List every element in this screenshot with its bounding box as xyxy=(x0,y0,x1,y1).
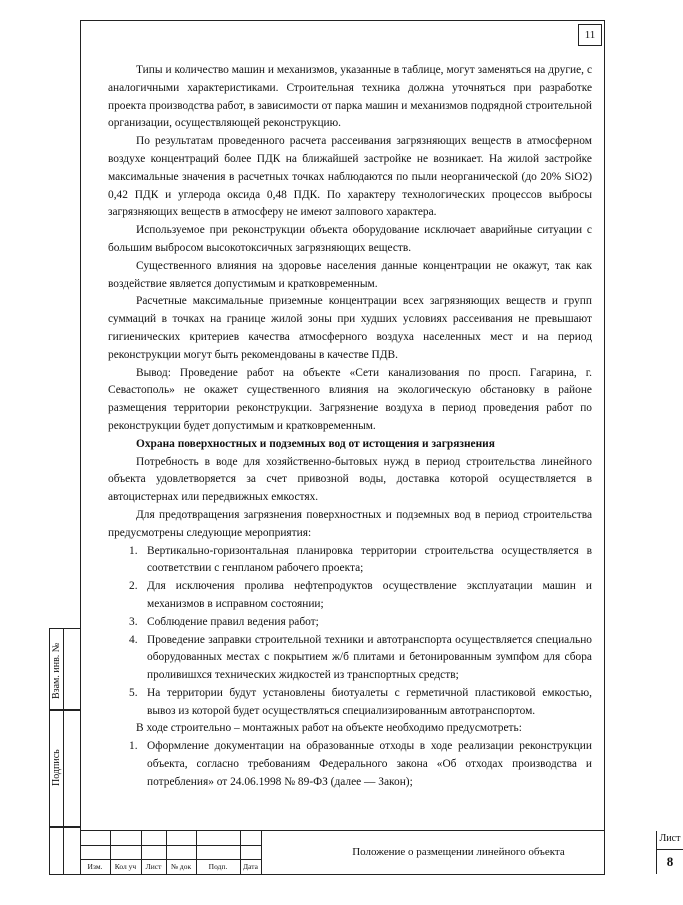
margin-strip-inv xyxy=(49,827,80,875)
title-block xyxy=(80,830,681,875)
list-item-text: На территории будут установлены биотуалеты с герметичной пластиковой емкостью, вывоз из которой будет осуществляться специализированным автотранспортом. xyxy=(147,686,592,717)
list-item-number: 3. xyxy=(129,615,138,628)
paragraph: В ходе строительно – монтажных работ на объекте необходимо предусмотреть: xyxy=(136,722,522,735)
list-item-number: 5. xyxy=(129,686,138,699)
list-item-text: Вертикально-горизонтальная планировка территории строительства осуществляется в соответствии с генпланом рабочего проекта; xyxy=(147,544,592,575)
title-block-row-line xyxy=(656,849,683,850)
requirements-list xyxy=(108,738,592,791)
page-number-box: 11 xyxy=(578,24,602,46)
list-item-text: Соблюдение правил ведения работ; xyxy=(147,615,319,628)
list-item-number: 2. xyxy=(129,580,138,593)
list-item xyxy=(108,578,592,614)
paragraph: Для предотвращения загрязнения поверхностных и подземных вод в период строительства предусмотрены следующие мероприятия: xyxy=(108,508,592,539)
list-item-number: 1. xyxy=(129,544,138,557)
measures-list xyxy=(108,543,592,721)
list-item xyxy=(108,543,592,579)
section-heading: Охрана поверхностных и подземных вод от истощения и загрязнения xyxy=(136,437,495,450)
list-item xyxy=(108,632,592,685)
margin-label-vzam: Взам. инв. № xyxy=(51,642,62,699)
paragraph: Потребность в воде для хозяйственно-бытовых нужд в период строительства линейного объекта удовлетворяется за счет привозной воды, доставка которой осуществляется в автоцистернах или передвижных емкостях. xyxy=(108,455,592,504)
list-item xyxy=(108,614,592,632)
list-item xyxy=(108,738,592,791)
margin-strip-vzam xyxy=(49,628,80,710)
title-block-header: № док xyxy=(170,862,192,871)
list-item-number: 1. xyxy=(129,740,138,753)
document-title: Положение о размещении линейного объекта xyxy=(352,846,565,858)
title-block-header: Дата xyxy=(243,862,258,871)
paragraph: Используемое при реконструкции объекта оборудование исключает аварийные ситуации с большим выбросом высокотоксичных загрязняющих веществ. xyxy=(108,224,592,254)
title-block-header: Кол уч xyxy=(114,862,137,871)
list-item-number: 4. xyxy=(129,633,138,646)
paragraph: Вывод: Проведение работ на объекте «Сети канализования по просп. Гагарина, г. Севастополь» не окажет существенного влияния на экологическую обстановку в районе размещения территории реконструкции. Загрязнение воздуха в период проведения работ по реконструкции будет допустимым и кратковременным. xyxy=(108,366,592,432)
title-block-header: Подп. xyxy=(208,862,228,871)
title-block-revision-table xyxy=(80,831,261,874)
margin-label-podpis: Подпись xyxy=(51,749,62,786)
title-block-row-line xyxy=(80,845,261,846)
list-item-text: Проведение заправки строительной техники и автотранспорта осуществляется специально оборудованных местах с покрытием ж/б плитами и бетонированным зумпфом для сбора проливишхся технических жидкостей из транспортных средств; xyxy=(147,633,592,682)
margin-strip-inv-cell xyxy=(50,828,64,874)
paragraph: Расчетные максимальные приземные концентрации всех загрязняющих веществ и групп суммаций в точках на границе жилой зоны при худших условиях рассеивания не превышают гигиенических критериев качества атмосферного воздуха населенных мест и на период реконструкции могут быть рекомендованы в качестве ПДВ. xyxy=(108,295,592,361)
list-item-text: Оформление документации на образованные отходы в ходе реализации реконструкции объекта, согласно требованиям Федерального закона «Об отходах производства и потребления» от 24.06.1998 № 89-ФЗ (далее — Закон); xyxy=(147,740,592,788)
sheet-label: Лист xyxy=(659,833,681,844)
margin-strip-podpis xyxy=(49,710,80,827)
title-block-header: Лист xyxy=(145,862,162,871)
list-item-text: Для исключения пролива нефтепродуктов осуществление эксплуатации машин и механизмов в исправном состоянии; xyxy=(147,580,592,610)
paragraph: Типы и количество машин и механизмов, указанные в таблице, могут заменяться на другие, с аналогичными характеристиками. Строительная техника должна уточняться при разработке проекта производства работ, в зависимости от парка машин и механизмов подрядной строительной организации, осуществляющей реконструкцию. xyxy=(108,64,592,130)
title-block-header: Изм. xyxy=(87,862,103,871)
sheet-number: 8 xyxy=(666,854,674,869)
paragraph: Существенного влияния на здоровье населения данные концентрации не окажут, так как воздействие является допустимым и кратковременным. xyxy=(108,259,592,290)
document-body xyxy=(108,62,592,792)
title-block-row-line xyxy=(80,859,261,860)
list-item xyxy=(108,685,592,721)
paragraph: По результатам проведенного расчета рассеивания загрязняющих веществ в атмосферном воздухе концентраций более ПДК на ближайшей застройке не возникает. На жилой застройке максимальные значения в расчетных точках наблюдаются по пыли неорганической (до 20% SiO2) 0,42 ПДК и углерода оксида 0,48 ПДК. По характеру технологических процессов выбросы загрязняющих веществ в атмосферу не имеют залпового характера. xyxy=(108,135,592,219)
